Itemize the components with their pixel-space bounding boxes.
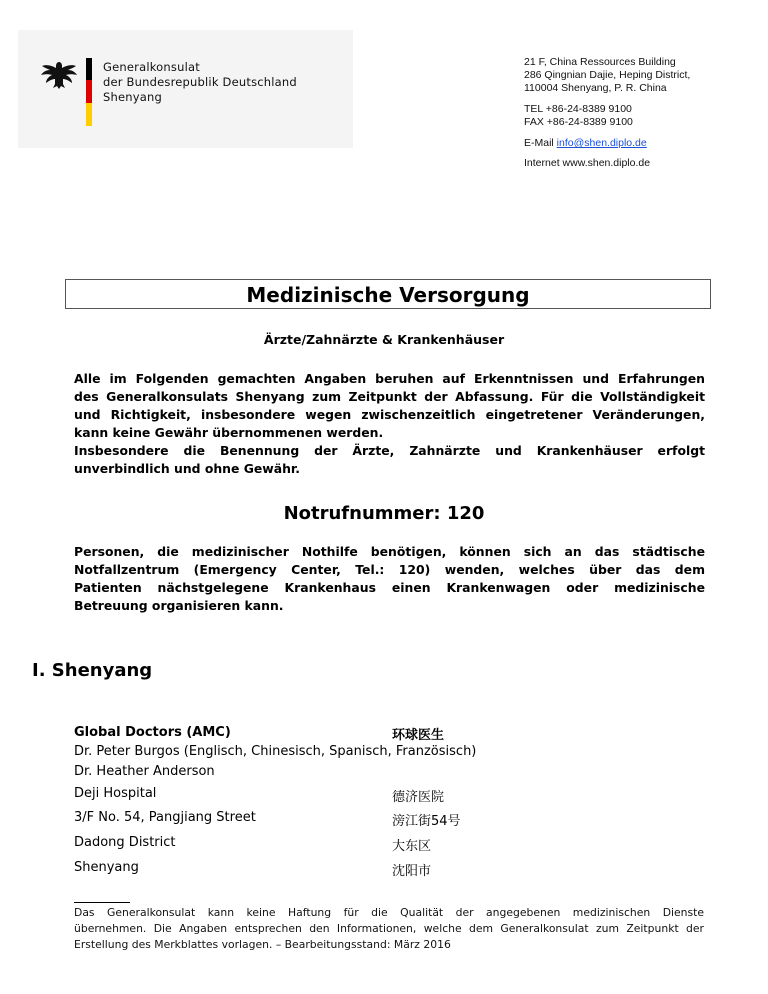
fax: FAX +86-24-8389 9100	[524, 116, 633, 128]
entry-district-cn: 大东区	[392, 839, 432, 854]
emergency-line: Notfallzentrum (Emergency Center, Tel.: 120) wenden, welches über das dem	[74, 562, 705, 577]
telephone: TEL +86-24-8389 9100	[524, 103, 632, 115]
entry-hospital: Deji Hospital	[74, 786, 157, 801]
footnote	[74, 905, 704, 953]
entry-district: Dadong District	[74, 835, 176, 850]
german-flag-bar	[86, 58, 92, 126]
entry-street-cn: 滂江街54号	[392, 814, 461, 829]
disclaimer-line: unverbindlich und ohne Gewähr.	[74, 461, 300, 476]
internet-line: Internet www.shen.diplo.de	[524, 157, 651, 169]
entry-doctor1: Dr. Peter Burgos (Englisch, Chinesisch, Spanisch, Französisch)	[74, 744, 477, 759]
address-line1: 21 F, China Ressources Building	[524, 56, 676, 68]
footnote-line: übernehmen. Die Angaben entsprechen den Informationen, welche dem Generalkonsulat zum Zeitpunkt der	[74, 922, 704, 935]
footnote-line: Das Generalkonsulat kann keine Haftung für die Qualität der angegebenen medizinischen Dienste	[74, 906, 704, 919]
footnote-line: Erstellung des Merkblattes vorlagen. – Bearbeitungsstand: März 2016	[74, 938, 451, 951]
entry-doctor2: Dr. Heather Anderson	[74, 764, 215, 779]
flag-black-stripe	[86, 58, 92, 80]
disclaimer-line: Insbesondere die Benennung der Ärzte, Zahnärzte und Krankenhäuser erfolgt	[74, 443, 705, 458]
entry-city: Shenyang	[74, 860, 139, 875]
disclaimer-paragraph	[74, 370, 705, 478]
subtitle: Ärzte/Zahnärzte & Krankenhäuser	[263, 332, 505, 347]
entry-city-cn: 沈阳市	[392, 864, 432, 879]
email-line	[524, 137, 647, 150]
address-line2: 286 Qingnian Dajie, Heping District,	[524, 69, 691, 81]
disclaimer-line: Alle im Folgenden gemachten Angaben beruhen auf Erkenntnissen und Erfahrungen	[74, 371, 705, 386]
entry-street: 3/F No. 54, Pangjiang Street	[74, 810, 256, 825]
emergency-heading: Notrufnummer: 120	[283, 503, 485, 524]
section-heading: I. Shenyang	[32, 660, 153, 681]
email-link[interactable]: info@shen.diplo.de	[556, 137, 647, 149]
emergency-line: Personen, die medizinischer Nothilfe benötigen, können sich an das städtische	[74, 544, 705, 559]
address-line3: 110004 Shenyang, P. R. China	[524, 82, 667, 94]
email-label: E-Mail	[524, 137, 557, 149]
footnote-separator	[74, 902, 130, 903]
flag-red-stripe	[86, 80, 92, 103]
page-title: Medizinische Versorgung	[246, 283, 530, 307]
org-name-line1: Generalkonsulat	[103, 60, 200, 74]
disclaimer-line: des Generalkonsulats Shenyang zum Zeitpunkt der Abfassung. Für die Vollständigkeit	[74, 389, 705, 404]
entry-hospital-cn: 德济医院	[392, 790, 445, 805]
emergency-paragraph	[74, 543, 705, 615]
emergency-line: Betreuung organisieren kann.	[74, 598, 284, 613]
org-name-line3: Shenyang	[103, 90, 162, 104]
disclaimer-line: und Richtigkeit, insbesondere wegen zwischenzeitlich eingetretener Veränderungen,	[74, 407, 705, 422]
emergency-line: Patienten nächstgelegene Krankenhaus einen Krankenwagen oder medizinische	[74, 580, 705, 595]
entry-name: Global Doctors (AMC)	[74, 725, 231, 740]
disclaimer-line: kann keine Gewähr übernommenen werden.	[74, 425, 384, 440]
entry-name-cn: 环球医生	[392, 728, 445, 743]
flag-gold-stripe	[86, 103, 92, 126]
org-name-line2: der Bundesrepublik Deutschland	[103, 75, 297, 89]
federal-eagle-icon	[40, 60, 78, 90]
